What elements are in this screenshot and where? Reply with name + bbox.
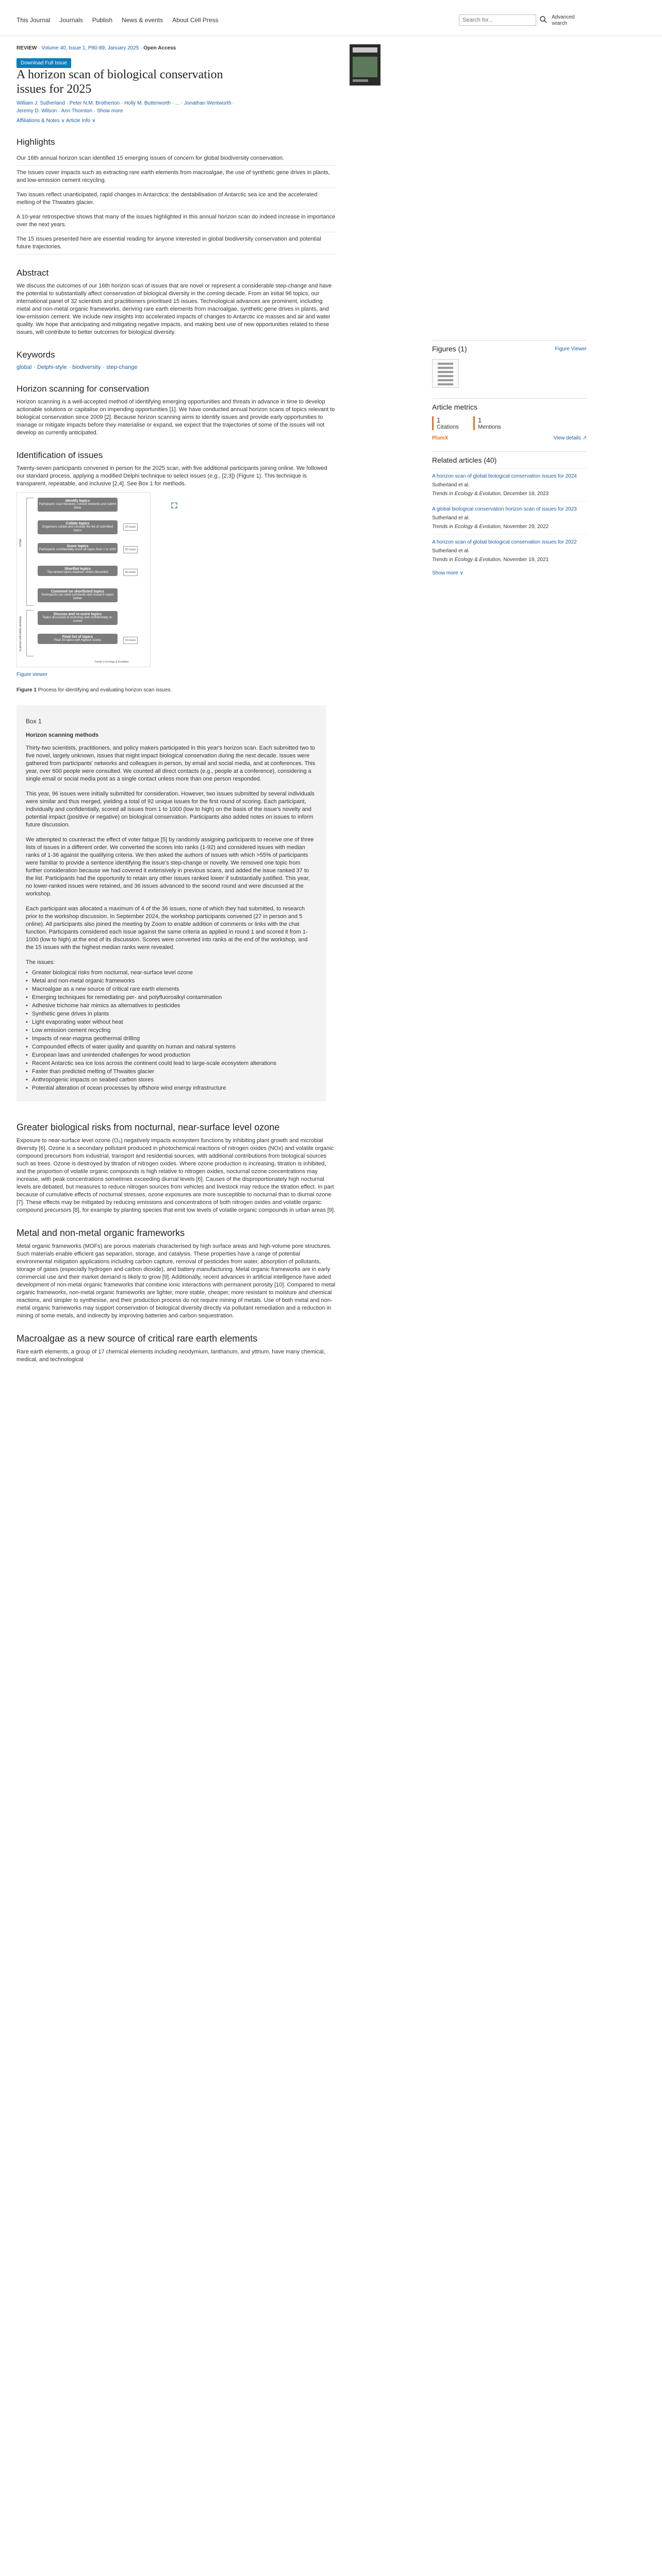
issue-item: • Recent Antarctic sea ice loss across the continent could lead to large-scale ecosystem alterations xyxy=(26,1059,317,1067)
flow-step-discuss: Discuss and re-score topics Topics discussed at workshop and confidentially re-scored xyxy=(38,611,118,625)
figure-thumbnail[interactable] xyxy=(432,359,459,388)
highlight-item: The 15 issues presented here are essential reading for anyone interested in global biodiversity conservation and potential future trajectories. xyxy=(16,232,336,255)
box-paragraph: This year, 96 issues were initially submitted for consideration. However, two issues submitted by several individuals were similar and thus merged, yielding a total of 92 unique issues for the first round of scoring. Each participant, individually and confidentially, scored all issues from 1 to 1000 (low to high) on the basis of the issue's novelty and potential impact (positive or negative) on biological conservation. Participants also added notes on issues to inform future discussion. xyxy=(26,791,315,828)
article-meta: REVIEW · Volume 40, Issue 1, P80-89, January 2025 · Open Access xyxy=(16,45,176,51)
flow-legend: Trends in Ecology & Evolution xyxy=(94,660,129,664)
download-pdf-button[interactable]: Download Full Issue xyxy=(16,58,71,68)
issue-item: • Potential alteration of ocean processes by offshore wind energy infrastructure xyxy=(26,1084,317,1092)
issue-item: • Macroalgae as a new source of critical rare earth elements xyxy=(26,985,317,993)
affiliations-toggle[interactable]: Affiliations & Notes ∨ Article Info ∨ xyxy=(16,118,96,124)
mentions-count: 1 xyxy=(478,416,482,424)
horizon-heading: Horizon scanning for conservation xyxy=(16,384,150,394)
flow-count-label: 15 issues xyxy=(123,637,138,644)
journal-cover[interactable] xyxy=(350,44,380,86)
keyword-link[interactable]: global xyxy=(16,364,32,370)
plumx-row xyxy=(432,435,587,441)
nav-link-about[interactable]: About Cell Press xyxy=(172,16,219,24)
expand-figure-icon[interactable] xyxy=(171,502,177,509)
flow-count-label: 32 issues xyxy=(123,523,138,531)
keyword-list: global · Delphi-style · biodiversity · step-change xyxy=(16,364,138,370)
issue-item: • European laws and unintended challenges for wood production xyxy=(26,1051,317,1059)
keyword-link[interactable]: Delphi-style xyxy=(37,364,67,370)
highlights-list xyxy=(16,151,336,255)
article-volume-link[interactable]: Volume 40, Issue 1, P80-89, January 2025 xyxy=(41,45,139,51)
issue-item: • Emerging techniques for remediating per- and polyfluoroalkyl contamination xyxy=(26,993,317,1002)
search-icon[interactable] xyxy=(539,15,548,24)
flow-step-shortlist: Shortlist topics Top-ranked topics retained; others discarded xyxy=(38,566,118,576)
abstract-text: We discuss the outcomes of our 16th horizon scan of issues that are novel or represent a considerable step-change and have the potential to substantially affect conservation of biological diversity in the coming decade. From an initial 96 topics, our international panel of 32 scientists and practitioners prioritised 15 issues. Technological advances are prominent, including metal and non-metal organic frameworks, deriving rare earth elements from macroalgae, synthetic gene drives in plants, and low-emission cement. We include new insights into accelerated impacts of changes to Antarctic ice masses and air and water quality. We hope that anticipating and mitigating negative impacts, and making best use of new opportunities related to these issues, will contribute to better outcomes for biological diversity. xyxy=(16,283,332,335)
issue-item: • Low emission cement recycling xyxy=(26,1026,317,1035)
cover-title-strip xyxy=(353,47,377,53)
cover-footer-strip xyxy=(353,79,368,82)
highlight-item: The issues cover impacts such as extracting rare earth elements from macroalgae, the use of synthetic gene drives in plants, and low-emission cement recycling. xyxy=(16,166,336,188)
related-article-authors: Sutherland et al. xyxy=(432,548,470,554)
citations-label: Citations xyxy=(437,424,459,430)
article-type: REVIEW xyxy=(16,45,37,51)
issue-item: • Faster than predicted melting of Thwaites glacier xyxy=(26,1067,317,1076)
flow-step-collate: Collate topics Organisers collate and circulate the list of submitted topics xyxy=(38,520,118,534)
issue-item: • Greater biological risks from nocturnal, near-surface level ozone xyxy=(26,969,317,977)
issue-item: • Anthropogenic impacts on seabed carbon stores xyxy=(26,1076,317,1084)
related-article-journal: Trends in Ecology & Evolution, November 19, 2021 xyxy=(432,557,549,563)
keyword-link[interactable]: step-change xyxy=(106,364,138,370)
nav-link-news[interactable]: News & events xyxy=(122,16,163,24)
site-nav xyxy=(0,4,662,36)
flow-step-final: Final list of topics Final 15 topics with highest scores xyxy=(38,634,118,644)
related-article-title[interactable]: A horizon scan of global biological conservation issues for 2024 xyxy=(432,473,577,479)
related-title: Related articles (40) xyxy=(432,456,497,464)
related-article-journal: Trends in Ecology & Evolution, November 29, 2022 xyxy=(432,524,549,530)
identification-heading: Identification of issues xyxy=(16,450,103,460)
horizon-text: Horizon scanning is a well-accepted method of identifying emerging opportunities and threats in advance in time to develop actionable solutions or capitalise on impending opportunities [1]. We have conducted annual horizon scans of topics relevant to biological conservation since 2009 [2]. Because horizon scanning aims to identify issues and provide early opportunities to manage or mitigate impacts before they materialise or expand, we expect that the trajectories of some of the issues will not develop as currently anticipated. xyxy=(16,399,335,436)
article-header xyxy=(16,36,336,124)
figure-caption-text: Process for identifying and evaluating horizon scan issues. xyxy=(38,687,172,693)
figure-1-flowchart[interactable] xyxy=(16,492,151,667)
flow-step-score: Score topics Participants confidentially score all topics from 1 to 1000 xyxy=(38,543,118,553)
nav-links xyxy=(16,16,219,24)
related-article-authors: Sutherland et al. xyxy=(432,482,470,488)
related-article-title[interactable]: A global biological conservation horizon scan of issues for 2023 xyxy=(432,506,577,512)
open-access-badge: Open Access xyxy=(143,45,176,51)
keywords-heading: Keywords xyxy=(16,350,55,360)
box-subtitle: Horizon scanning methods xyxy=(26,732,99,738)
mentions-label: Mentions xyxy=(478,424,501,430)
flow-left-label-email: Email xyxy=(19,539,22,547)
related-article[interactable] xyxy=(432,501,587,534)
keyword-link[interactable]: biodiversity xyxy=(72,364,101,370)
mof-text: Metal organic frameworks (MOFs) are porous materials characterised by high surface areas and high-volume pore structures. Such materials enable efficient gas separation, storage, and catalysis. These properties have a range of potential environmental mitigation applications including carbon capture, removal of pesticides from water, absorption of pollutants, storage of gases (especially hydrogen and carbon dioxide), and battery manufacturing. Metal organic frameworks are in early commercial use and their market demand is likely to grow [9]. Additionally, recent advances in artificial intelligence have aided development of non-metal organic frameworks that combine ionic interactions with permanent porosity [10]. Compared to metal organic frameworks, non-metal organic frameworks are lighter, more stable, cheaper, more resistant to moisture and chemical reactions, and simpler to synthesise, and their production process do not require mining of metals. Use of both metal and non-metal organic frameworks may support conservation of biological diversity directly via pollutant remediation and a reduction in mining of some metals, and indirectly by improving batteries and carbon sequestration. xyxy=(16,1243,336,1319)
issue-item: • Metal and non-metal organic frameworks xyxy=(26,977,317,985)
sidebar xyxy=(432,340,587,586)
box-paragraph: Each participant was allocated a maximum of 4 of the 36 issues, none of which they had submitted, to research prior to the workshop discussion. In September 2024, the workshop participants convened (27 in person and 5 online). All participants also joined the meeting by Zoom to enable addition of comments or links with the chat function. Participants considered each issue against the same criteria as applied in round 1 and scored it from 1-1000 (low to high) at the end of its discussion. Scores were converted into ranks at the end of the workshop, and the 15 issues with the highest median ranks were revealed. xyxy=(26,906,308,951)
flow-step-comment: Comment on shortlisted topics Participants can send comments and research topics further xyxy=(38,588,118,602)
related-article-journal: Trends in Ecology & Evolution, December 18, 2023 xyxy=(432,491,549,497)
nav-link-publish[interactable]: Publish xyxy=(92,16,113,24)
box-title: Box 1 xyxy=(26,718,42,725)
abstract-heading: Abstract xyxy=(16,268,49,278)
issue-item: • Compounded effects of water quality and quantity on human and natural systems xyxy=(26,1043,317,1051)
issue-item: • Impacts of near-magma geothermal drilling xyxy=(26,1035,317,1043)
search-input[interactable] xyxy=(459,14,536,26)
advanced-search-link[interactable]: Advanced search xyxy=(552,14,575,26)
figures-title: Figures (1) xyxy=(432,345,467,353)
related-article[interactable] xyxy=(432,468,587,501)
flow-bracket-workshop xyxy=(26,610,34,656)
citations-metric xyxy=(432,416,468,430)
cover-image xyxy=(353,57,377,77)
figure-caption-label: Figure 1 xyxy=(16,687,37,693)
issue-item: • Light evaporating water without heat xyxy=(26,1018,317,1026)
flow-bracket-email xyxy=(26,498,34,606)
mentions-metric xyxy=(473,416,509,430)
related-article-title[interactable]: A horizon scan of global biological conservation issues for 2022 xyxy=(432,539,577,545)
flow-left-label-workshop: In-person and online workshop xyxy=(19,616,22,652)
macroalgae-heading: Macroalgae as a new source of critical rare earth elements xyxy=(16,1333,258,1344)
view-details-link[interactable]: View details ↗ xyxy=(553,435,587,441)
box-paragraph: Thirty-two scientists, practitioners, and policy makers participated in this year's horizon scan. Each submitted two to five novel, largely unknown, issues that might impact biological conservation during the next decade. Issues were gathered from participants' networks and colleagues in person, by email and social media, and at conferences. This year, over 600 people were consulted. We counted all direct contacts (e.g., people at a conference), considering a single email or social media post as a single contact unless more than one person responded. xyxy=(26,745,316,782)
highlight-item: Our 16th annual horizon scan identified 15 emerging issues of concern for global biodiversity conservation. xyxy=(16,151,336,166)
issues-list xyxy=(26,969,317,1092)
ozone-heading: Greater biological risks from nocturnal, near-surface level ozone xyxy=(16,1122,280,1132)
related-article[interactable] xyxy=(432,534,587,567)
issue-item: • Synthetic gene drives in plants xyxy=(26,1010,317,1018)
box-paragraph: We attempted to counteract the effect of voter fatigue [5] by randomly assigning participants to receive one of three lists of issues in a different order. We converted the scores into ranks (1-92) and considered issues with median ranks of 1-36 against the qualifying criteria. We then asked the authors of issues with which >55% of participants were familiar to provide a sentence identifying the issue's step-change or novelty. We removed one topic from further consideration because we had covered it extensively in previous scans, and added the issue ranked 37 to the list. Participants had the opportunity to retain any other issues ranked lower if substantially justified. This year, no lower-ranked issues were retained, and 36 issues advanced to the second round and were discussed at the workshop. xyxy=(26,837,314,897)
related-panel xyxy=(432,451,587,576)
highlight-item: A 10-year retrospective shows that many of the issues highlighted in this annual horizon scan do indeed increase in importance over the next years. xyxy=(16,210,336,232)
metrics-title: Article metrics xyxy=(432,403,477,411)
nav-link-this-journal[interactable]: This Journal xyxy=(16,16,51,24)
issues-label: The issues: xyxy=(26,959,55,965)
box-1 xyxy=(16,705,326,1101)
flow-count-label: 96 issues xyxy=(123,546,138,553)
flow-step-identify: Identify topics Participants scan literature, consult networks and submit ideas xyxy=(38,498,118,512)
issue-item: • Adhesive trichome hair mimics as alternatives to pesticides xyxy=(26,1002,317,1010)
top-strip xyxy=(0,0,662,4)
flow-count-label: 36 issues xyxy=(123,569,138,576)
macroalgae-text: Rare earth elements, a group of 17 chemical elements including neodymium, lanthanum, and yttrium, have many chemical, medical, and technological xyxy=(16,1349,325,1363)
mof-heading: Metal and non-metal organic frameworks xyxy=(16,1228,185,1238)
highlight-item: Two issues reflect unanticipated, rapid changes in Antarctica: the destabilisation of Antarctic sea ice and the accelerated melting of the Thwaites glacier. xyxy=(16,188,336,210)
highlights-heading: Highlights xyxy=(16,137,55,147)
metrics-panel xyxy=(432,398,587,441)
nav-link-journals[interactable]: Journals xyxy=(59,16,83,24)
figure-viewer-sidebar-link[interactable]: Figure Viewer xyxy=(555,346,587,352)
page-title: A horizon scan of biological conservation issues for 2025 xyxy=(16,68,223,96)
metrics-row xyxy=(432,416,587,430)
show-more-related-link[interactable]: Show more ∨ xyxy=(432,570,464,576)
related-article-authors: Sutherland et al. xyxy=(432,515,470,521)
article-main xyxy=(16,36,336,1368)
figure-caption xyxy=(16,687,336,694)
citations-count: 1 xyxy=(437,416,441,424)
ozone-text: Exposure to near-surface level ozone (O₃) negatively impacts ecosystem functions by inhibiting plant growth and microbial diversity [6]. Ozone is a secondary pollutant produced in photochemical reactions of nitrogen oxides (NOx) and volatile organic compound precursors from industrial, transport and residential sources, with additional contributions from biological sources such as trees. Ozone is destroyed by titration of nitrogen oxides. Where ozone production is increasing, titration is inhibited, and the proportion of volatile organic compounds is high relative to nitrogen oxides, nocturnal ozone concentrations may increase, with peak concentrations sometimes exceeding diurnal levels [6]. Causes of the disproportionately high nocturnal levels are debated, but measures to reduce nitrogen sources from vehicles and livestock may reduce the titration effect. In part because of cumulative effects of nocturnal stresses, ozone exposures are more susceptible to nocturnal than to diurnal ozone [7]. These effects may be mitigated by reducing emissions and concentrations of both nitrogen oxides and volatile organic compound precursors [8], for example by planting species that emit low levels of volatile organic compounds in urban areas [9]. xyxy=(16,1138,336,1213)
figure-viewer-link[interactable]: Figure viewer xyxy=(16,672,48,677)
identification-text: Twenty-seven participants convened in person for the 2025 scan, with five additional participants joining online. We followed our standard process, applying a modified Delphi technique to select issues (e.g., [2,3]) (Figure 1). This technique is transparent, repeatable, and inclusive [2,4]. See Box 1 for methods. xyxy=(16,465,327,487)
author-list[interactable]: William J. Sutherland · Peter N.M. Brotherton · Holly M. Butterworth · ... · Jonathan Wentworth · Jeremy D. Wilson · Ann Thornton · Show more xyxy=(16,100,235,114)
figures-panel xyxy=(432,340,587,388)
plumx-logo: PlumX xyxy=(432,435,449,441)
